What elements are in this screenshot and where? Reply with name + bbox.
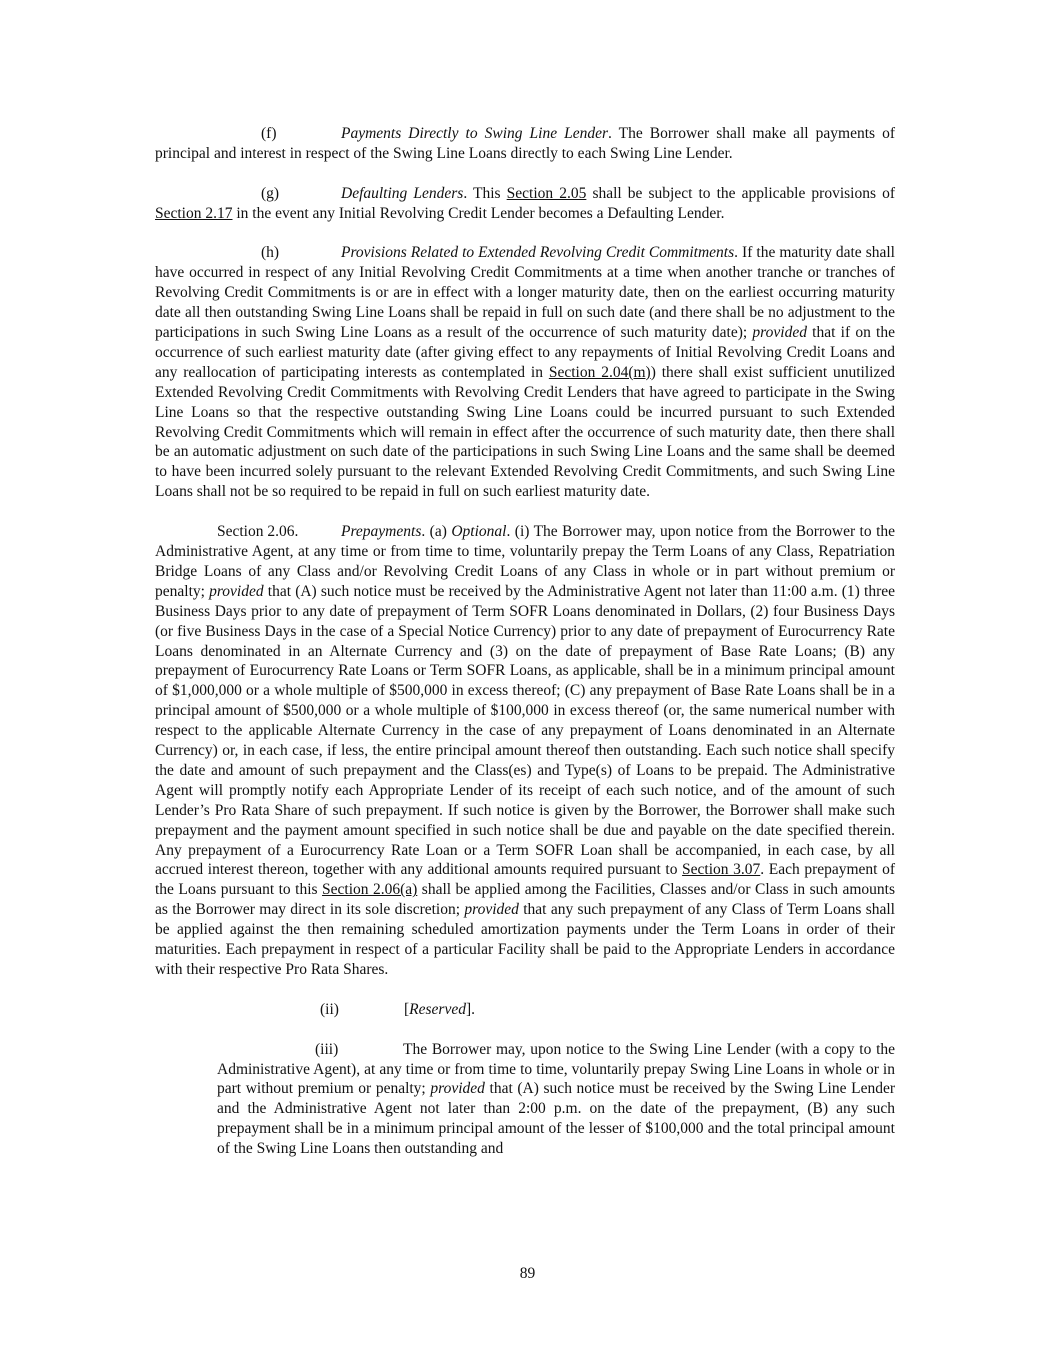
- paragraph-text: . If the maturity date shall have occurred in respect of any Initial Revolving Credit Commitments at a time when another tranche or tranches of Revolving Credit Commitments is or are in effect with a longer maturity date, then on the earliest occurring maturity date all then outstanding Swing Line Loans shall be repaid in full on such date (and there shall be no adjustment to the participations in such Swing Line Loans as a result of the occurrence of such maturity date);: [155, 244, 895, 342]
- paragraph-text: in the event any Initial Revolving Credit Lender becomes a Defaulting Lender.: [232, 204, 725, 222]
- section-reference: Section 2.06(a): [322, 881, 418, 899]
- paragraph-f: [155, 124, 895, 164]
- paragraph-heading: Provisions Related to Extended Revolving Credit Commitments: [341, 244, 735, 262]
- paragraph-label: (f): [261, 125, 277, 142]
- section-heading: Prepayments: [341, 523, 422, 541]
- paragraph-ii: [320, 1000, 895, 1020]
- emphasis-text: provided: [464, 901, 519, 919]
- paragraph-text: that (A) such notice must be received by the Swing Line Lender and the Administrative Agent not later than 2:00 p.m. on the date of the prepayment, (B) any such prepayment shall be in a minimum principal amount of the lesser of $100,000 and the total principal amount of the Swing Line Loans then outstanding and: [217, 1080, 896, 1158]
- section-reference: Section 3.07: [682, 861, 761, 879]
- bracket-close: ].: [465, 1000, 476, 1018]
- subsection-heading: Optional: [451, 523, 507, 541]
- paragraph-label: (g): [261, 184, 280, 202]
- emphasis-text: provided: [430, 1080, 485, 1098]
- section-reference: Section 2.04(m): [548, 363, 651, 381]
- paragraph-g: [155, 184, 895, 224]
- paragraph-iii: [217, 1040, 895, 1159]
- emphasis-text: Reserved: [409, 1000, 466, 1018]
- paragraph-text: . Each prepayment of the Loans pursuant to this: [155, 861, 895, 899]
- document-page: [155, 124, 895, 1179]
- bracket-open: [: [404, 1000, 410, 1018]
- paragraph-heading: Defaulting Lenders: [341, 184, 464, 202]
- paragraph-h: [155, 243, 895, 502]
- paragraph-text: shall be applied among the Facilities, Classes and/or Class in such amounts as the Borrower may direct in its sole discretion;: [155, 881, 895, 919]
- page-number: 89: [519, 1265, 536, 1282]
- paragraph-text: . The Borrower shall make all payments of principal and interest in respect of the Swing Line Loans directly to each Swing Line Lender.: [155, 125, 895, 162]
- paragraph-text: . (a): [421, 523, 452, 541]
- emphasis-text: provided: [209, 582, 264, 600]
- paragraph-text: . (i) The Borrower may, upon notice from the Borrower to the Administrative Agent, at any time or from time to time, voluntarily prepay the Term Loans of any Class, Repatriation Bridge Loans of any Class and/or Revolving Credit Loans of any Class in whole or in part without premium or penalty;: [155, 523, 896, 600]
- paragraph-text: The Borrower may, upon notice to the Swing Line Lender (with a copy to the Administrative Agent), at any time or from time to time, voluntarily prepay Swing Line Loans in whole or in part without premium or penalty;: [217, 1040, 895, 1098]
- section-label: Section 2.06.: [217, 523, 299, 541]
- section-reference: Section 2.17: [155, 204, 233, 222]
- indented-block: [217, 1040, 895, 1159]
- paragraph-text: that any such prepayment of any Class of Term Loans shall be applied against the then remaining scheduled amortization payments under the Term Loans in order of their maturities. Each prepayment in respect of a particular Facility shall be paid to the Appropriate Lenders in accordance with their respective Pro Rata Shares.: [155, 901, 895, 979]
- paragraph-text: ) there shall exist sufficient unutilized Extended Revolving Credit Commitments with Revolving Credit Lenders that have agreed to participate in the Swing Line Loans so that the respective outstanding Swing Line Loans could be incurred pursuant to such Extended Revolving Credit Commitments which will remain in effect after the occurrence of such maturity date, then there shall be an automatic adjustment on such date of the participations in such Swing Line Loans and the same shall be deemed to have been incurred solely pursuant to the relevant Extended Revolving Credit Commitments, and such Swing Line Loans shall not be so required to be repaid in full on such earliest maturity date.: [155, 363, 895, 501]
- paragraph-label: (iii): [315, 1040, 339, 1058]
- paragraph-text: that (A) such notice must be received by the Administrative Agent not later than 11:00 a.m. (1) three Business Days prior to any date of prepayment of Term SOFR Loans denominated in Dollars, (2) four Business Days (or five Business Days in the case of a Special Notice Currency) prior to any date of prepayment of Eurocurrency Rate Loans denominated in an Alternate Currency and (3) on the date of prepayment of Base Rate Loans; (B) any prepayment of Eurocurrency Rate Loans or Term SOFR Loans, as applicable, shall be in a minimum principal amount of $1,000,000 or a whole multiple of $500,000 in excess thereof; (C) any prepayment of Base Rate Loans shall be in a principal amount of $500,000 or a whole multiple of $100,000 in excess thereof (or, the same numerical number with respect to the applicable Alternate Currency in the case of any prepayment of Loans denominated in an Alternate Currency) or, in each case, if less, the entire principal amount thereof then outstanding. Each such notice shall specify the date and amount of such prepayment and the Class(es) and Type(s) of Loans to be prepaid. The Administrative Agent will promptly notify each Appropriate Lender of its receipt of each such notice, and of the amount of such Lender’s Pro Rata Share of such prepayment. If such notice is given by the Borrower, the Borrower shall make such prepayment and the payment amount specified in such notice shall be due and payable on the date specified therein. Any prepayment of a Eurocurrency Rate Loan or a Term SOFR Loan shall be accompanied, in each case, by all accrued interest thereon, together with any additional amounts required pursuant to: [155, 582, 895, 879]
- paragraph-text: that if on the occurrence of such earliest maturity date (after giving effect to any repayments of Initial Revolving Credit Loans and any reallocation of participating interests as contemplated in: [155, 324, 895, 381]
- paragraph-heading: Payments Directly to Swing Line Lender: [341, 125, 609, 142]
- paragraph-label: (ii): [320, 1000, 339, 1018]
- section-2-06: [155, 522, 895, 980]
- emphasis-text: provided: [752, 324, 807, 342]
- section-reference: Section 2.05: [506, 184, 587, 202]
- paragraph-text: . This: [463, 184, 507, 202]
- paragraph-label: (h): [261, 244, 280, 262]
- paragraph-text: shall be subject to the applicable provisions of: [586, 184, 895, 202]
